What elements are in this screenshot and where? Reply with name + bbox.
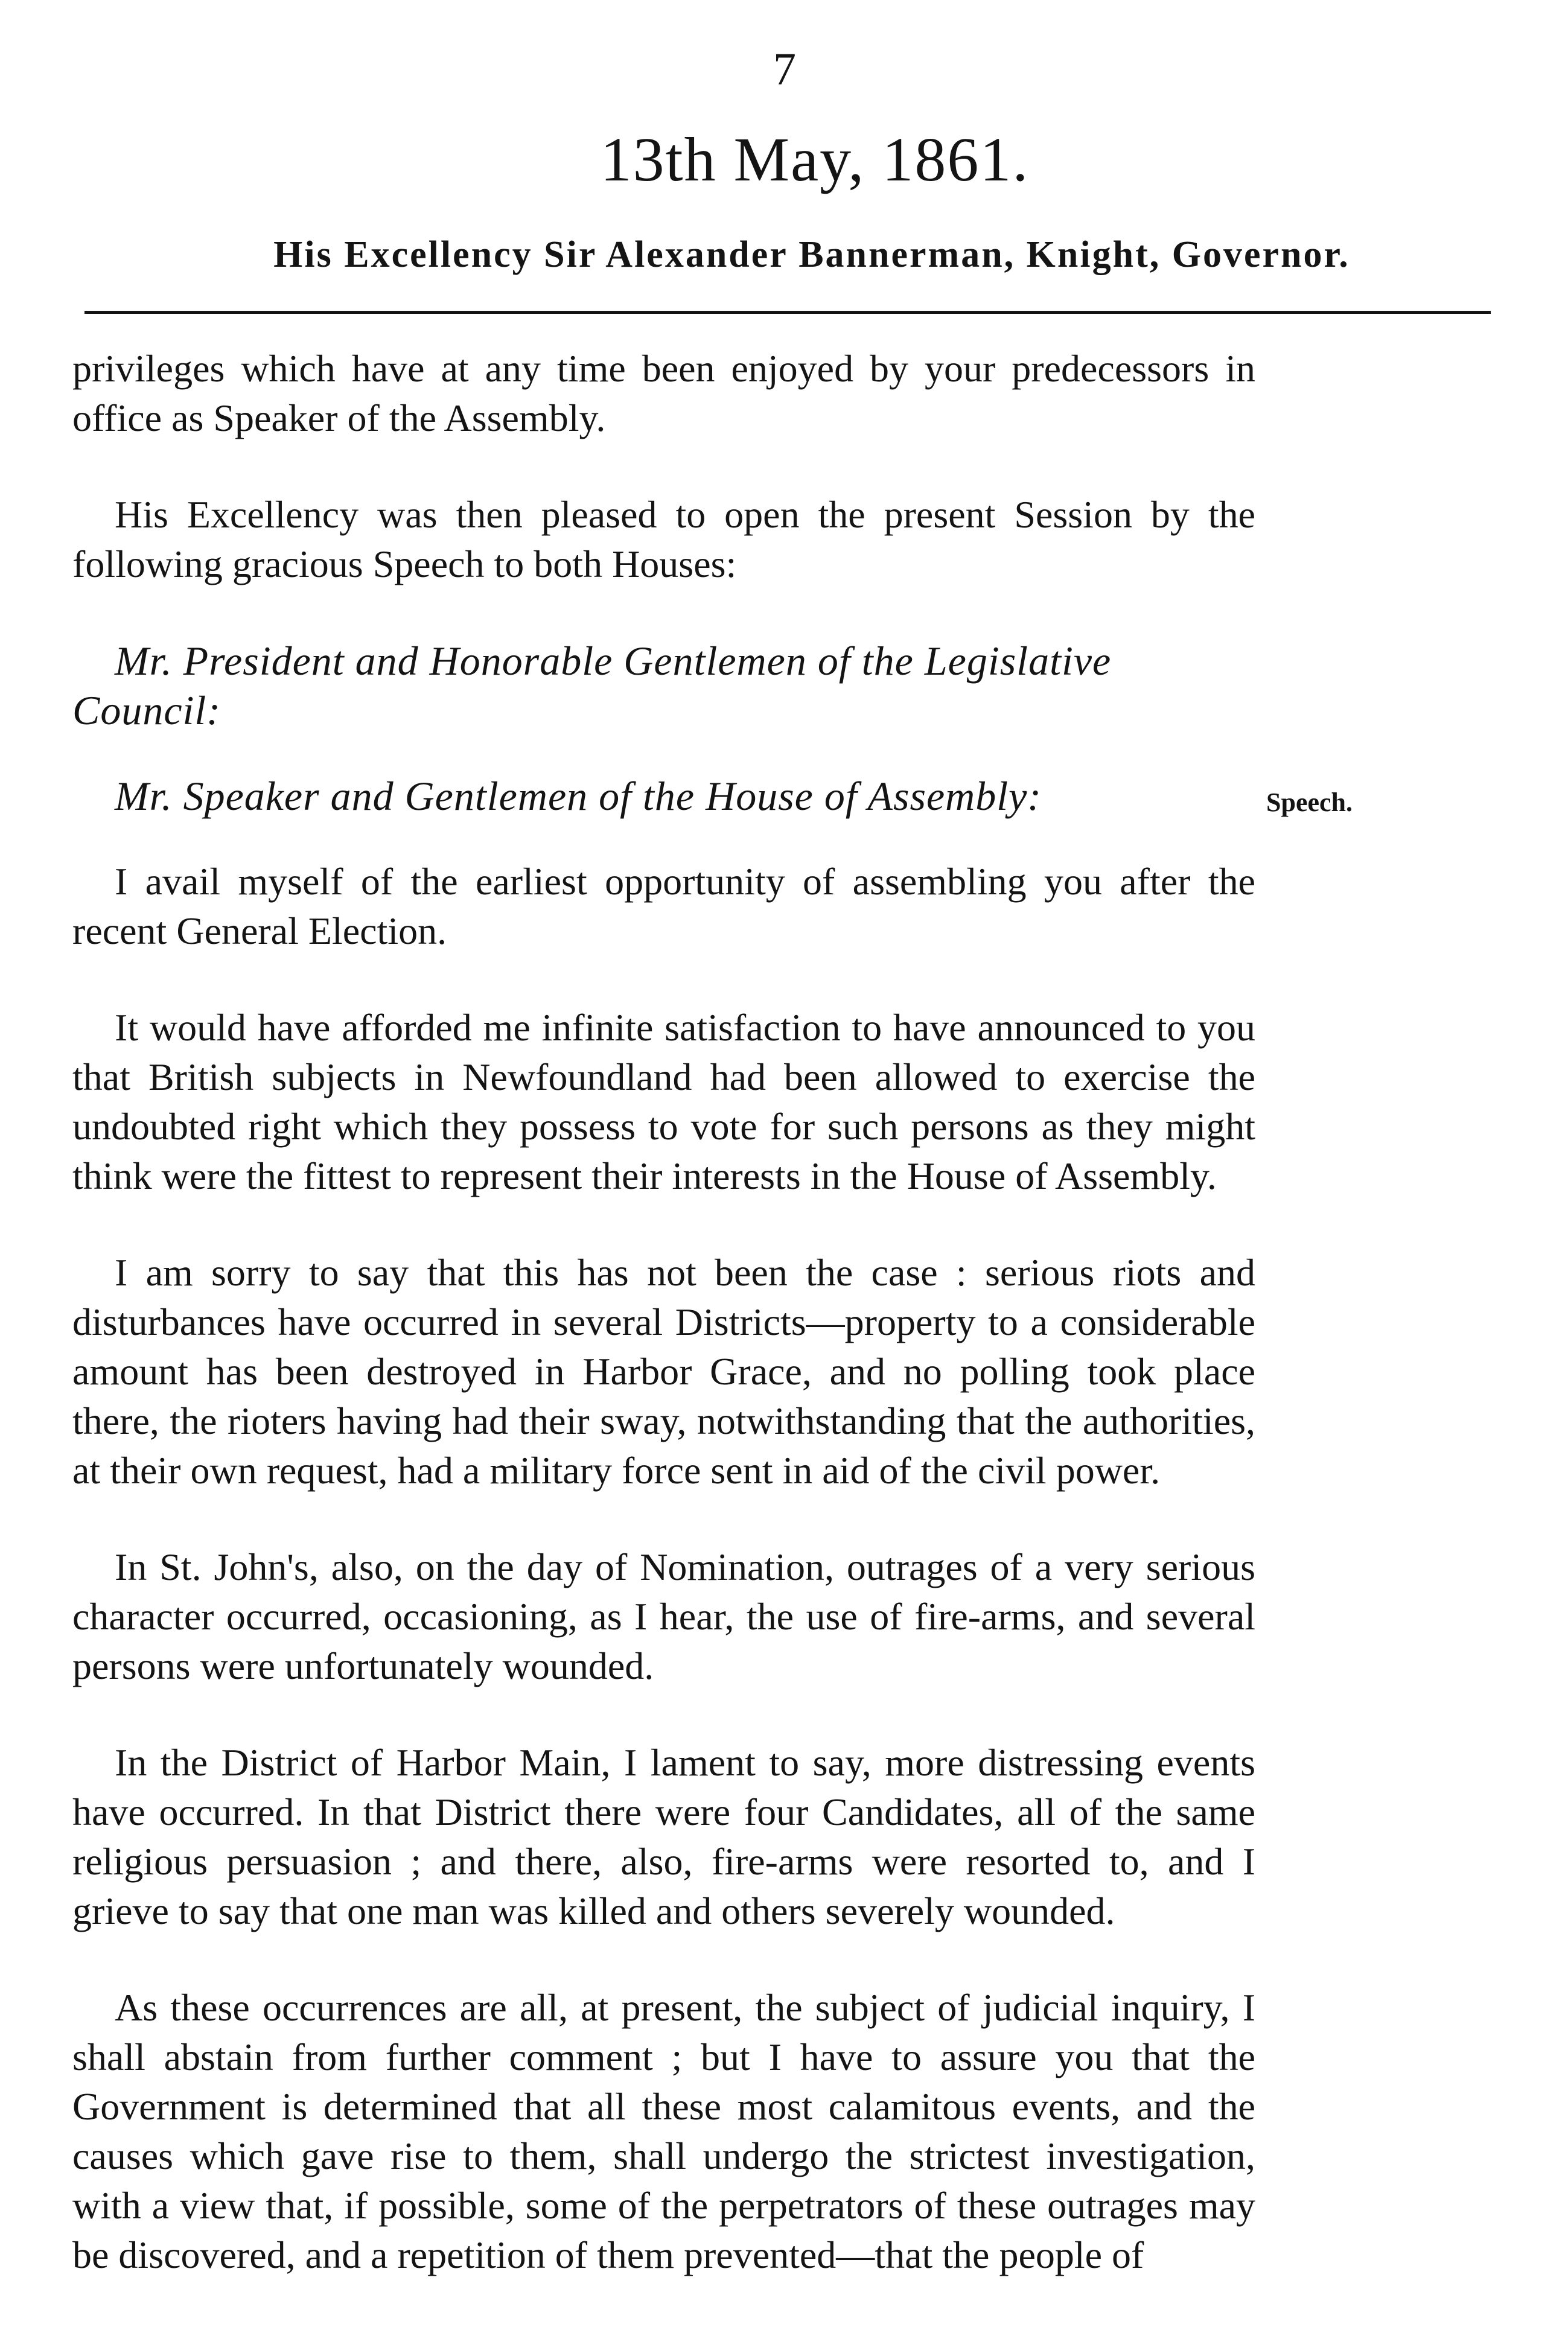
body-text	[72, 344, 1255, 2327]
paragraph-privileges: privileges which have at any time been enjoyed by your predecessors in office as Speaker of the Assembly.	[72, 347, 1255, 439]
paragraph-harbor-main: In the District of Harbor Main, I lament to say, more distressing events have occurred. In that District there were four Candidates, all of the same religious persuasion ; and there, also, fire-arms were resorted to, and I grieve to say that one man was killed and others severely wounded.	[72, 1741, 1255, 1932]
paragraph-riots: I am sorry to say that this has not been the case : serious riots and disturbances have occurred in several Districts—property to a considerable amount has been destroyed in Harbor Grace, and no polling took place there, the rioters having had their sway, notwithstanding that the authorities, at their own request, had a military force sent in aid of the civil power.	[72, 1251, 1255, 1492]
header-rule	[84, 311, 1491, 314]
paragraph-voting-right: It would have afforded me infinite satisfaction to have announced to you that British subjects in Newfoundland had been allowed to exercise the undoubted right which they possess to vote for such persons as they might think were the fittest to represent their interests in the House of Assembly.	[72, 1006, 1255, 1197]
page-number: 7	[773, 44, 796, 95]
paragraph-judicial-inquiry: As these occurrences are all, at present, the subject of judicial inquiry, I shall abstain from further comment ; but I have to assure you that the Government is determined that all these most calamitous events, and the causes which gave rise to them, shall undergo the strictest investigation, with a view that, if possible, some of the perpetrators of these outrages may be discovered, and a repetition of them prevented—that the people of	[72, 1986, 1255, 2276]
governor-line: His Excellency Sir Alexander Bannerman, Knight, Governor.	[273, 234, 1350, 275]
marginal-note-speech: Speech.	[1266, 788, 1353, 817]
address-legislative-council: Mr. President and Honorable Gentlemen of the Legislative Council:	[72, 638, 1112, 733]
address-house-of-assembly: Mr. Speaker and Gentlemen of the House of Assembly:	[115, 773, 1042, 819]
paragraph-opening-session: His Excellency was then pleased to open the present Session by the following gracious Speech to both Houses:	[72, 493, 1255, 585]
date-heading: 13th May, 1861.	[600, 125, 1030, 194]
paragraph-general-election: I avail myself of the earliest opportunity of assembling you after the recent General Election.	[72, 860, 1255, 952]
paragraph-st-johns: In St. John's, also, on the day of Nomination, outrages of a very serious character occurred, occasioning, as I hear, the use of fire-arms, and several persons were unfortunately wounded.	[72, 1545, 1255, 1687]
